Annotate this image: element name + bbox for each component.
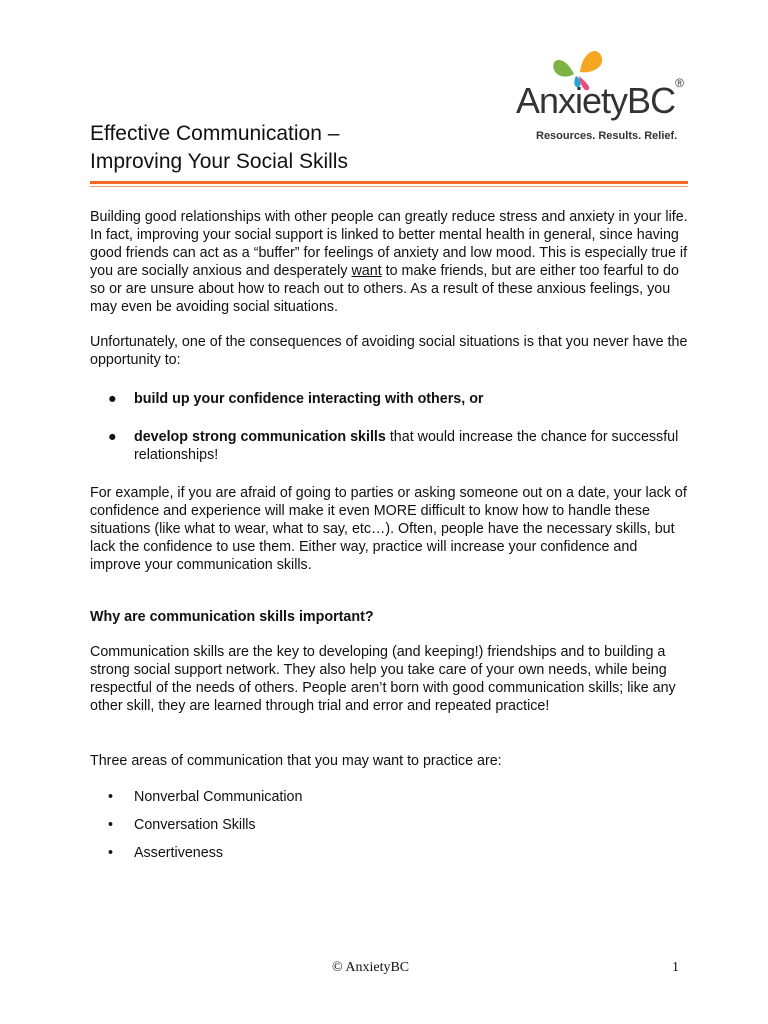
section-heading: Why are communication skills important? [90, 609, 374, 625]
intro-paragraph [90, 208, 690, 316]
page-number: 1 [672, 960, 679, 975]
logo-registered-mark: ® [675, 76, 683, 90]
list-item-bold: develop strong communication skills [134, 429, 386, 445]
page-title [90, 120, 348, 176]
consequences-list [90, 390, 690, 464]
list-item-text: Nonverbal Communication [134, 789, 303, 805]
bullet-icon: • [108, 845, 114, 861]
logo-wordmark [516, 76, 683, 122]
intro-underlined-word: want [351, 263, 382, 279]
list-item [90, 788, 690, 806]
section-paragraph: Communication skills are the key to developing (and keeping!) friendships and to building a strong social support network. They also help you take care of your own needs, while being respectful of the needs of others. People aren’t born with good communication skills; like any other skill, they are learned through trial and error and repeated practice! [90, 644, 676, 714]
title-line-1: Effective Communication – [90, 122, 340, 145]
bullet-icon: ● [108, 391, 117, 407]
anxietybc-logo [506, 44, 690, 154]
list-item-text: Assertiveness [134, 845, 223, 861]
list-item [90, 390, 690, 408]
list-item-text: that would increase the chance for successful relationships! [134, 429, 679, 463]
bullet-icon: • [108, 817, 114, 833]
example-paragraph: For example, if you are afraid of going to parties or asking someone out on a date, your lack of confidence and experience will make it even MORE difficult to know how to handle these situations (like what to wear, what to say, etc…). Often, people have the necessary skills, but lack the confidence to use them. Either way, practice will increase your confidence and improve your communication skills. [90, 485, 687, 573]
list-item [90, 816, 690, 834]
list-item-bold: build up your confidence interacting with others, or [134, 391, 484, 407]
intro-text-2: to make friends, but are either too fearful to do so or are unsure about how to reach out to others. As a result of these anxious feelings, you may even be avoiding social situations. [90, 263, 679, 315]
logo-tagline: Resources. Results. Relief. [536, 130, 678, 142]
title-divider [90, 181, 688, 184]
logo-name: AnxietyBC [516, 80, 676, 121]
areas-intro: Three areas of communication that you may want to practice are: [90, 753, 502, 769]
title-line-2: Improving Your Social Skills [90, 150, 348, 173]
list-item [90, 428, 690, 464]
consequences-intro: Unfortunately, one of the consequences of avoiding social situations is that you never have the opportunity to: [90, 334, 688, 368]
list-item-text: Conversation Skills [134, 817, 256, 833]
bullet-icon: ● [108, 429, 117, 445]
areas-list [90, 788, 690, 862]
bullet-icon: • [108, 789, 114, 805]
list-item [90, 844, 690, 862]
footer-copyright: © AnxietyBC [332, 960, 410, 975]
title-divider-thin [90, 186, 688, 187]
intro-text-1: Building good relationships with other people can greatly reduce stress and anxiety in your life. In fact, improving your social support is linked to better mental health in general, since having good friends can act as a “buffer” for feelings of anxiety and low mood. This is especially true if you are socially anxious and desperately [90, 209, 688, 279]
